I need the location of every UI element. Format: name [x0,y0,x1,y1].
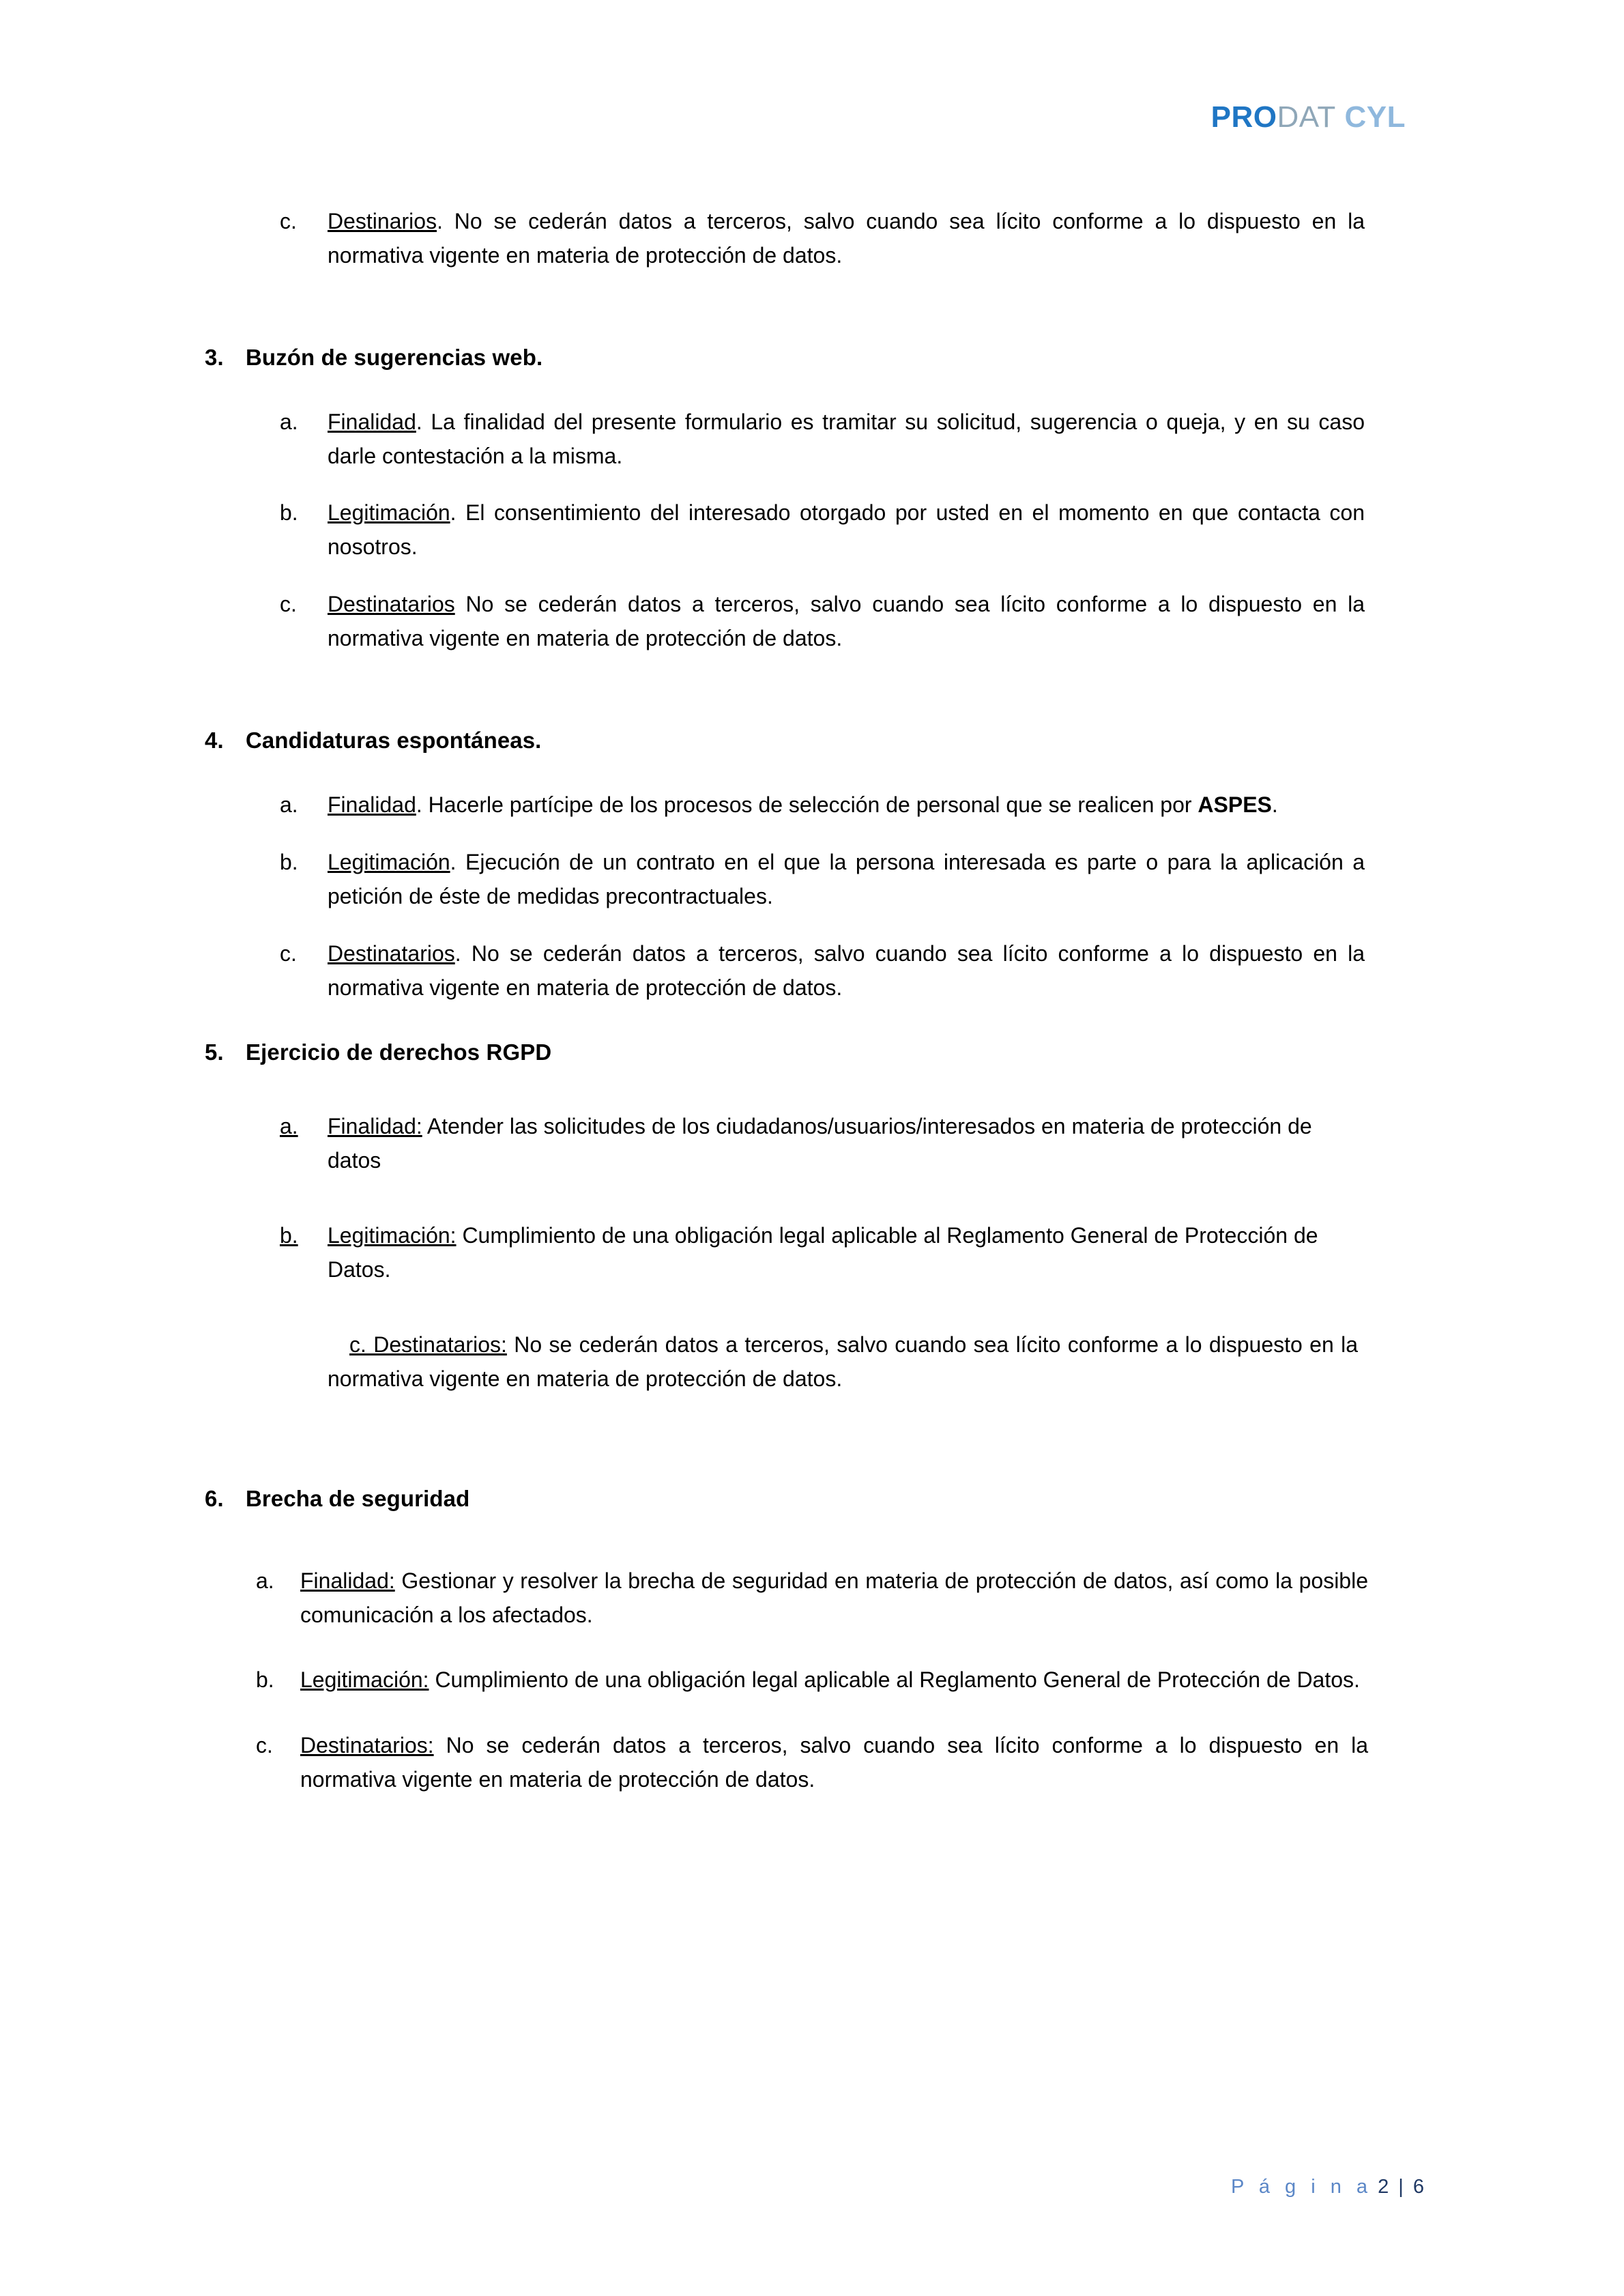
spacer [0,914,1624,937]
list-item-lead: Destinatarios [328,592,455,617]
spacer [0,564,1624,588]
spacer [0,1632,1624,1663]
spacer [0,1396,1624,1465]
spacer [0,473,1624,496]
list-item-text: El consentimiento del interesado otorgado por usted en el momento en que contacta con nosotros. [328,500,1365,560]
list-item-lead-suffix [434,1733,446,1757]
list-item [0,1219,1624,1287]
logo-segment-cyl: CYL [1344,100,1406,134]
list-item-text: Cumplimiento de una obligación legal aplicable al Reglamento General de Protección de Datos. [435,1667,1360,1693]
list-item [0,496,1624,564]
list-item-text: Cumplimiento de una obligación legal aplicable al Reglamento General de Protección de Datos. [328,1223,1318,1282]
list-marker: c. [280,592,297,617]
list-item-lead: Legitimación: [300,1667,429,1693]
list-item-text: No se cederán datos a terceros, salvo cuando sea lícito conforme a lo dispuesto en la normativa vigente en materia de protección de datos. [328,592,1365,651]
spacer [0,1069,1624,1110]
section-heading [0,1036,1624,1069]
spacer [0,1178,1624,1219]
list-item-lead-suffix [455,592,466,616]
list-item-lead: Finalidad [328,409,416,434]
list-item-lead: Finalidad: [328,1114,422,1139]
footer-page-label: P á g i n a [1230,2176,1373,2198]
section-number: 6. [205,1485,224,1511]
logo-segment-dat: DAT [1277,100,1336,134]
list-item-lead-suffix [395,1568,402,1593]
list-item [0,405,1624,474]
section-title: Candidaturas espontáneas. [246,728,542,754]
list-item [0,1564,1624,1633]
list-item-lead-suffix: . [450,500,466,526]
logo-segment-pro: PRO [1210,100,1277,134]
list-item-lead: Destinatarios: [300,1733,434,1758]
list-marker: b. [256,1667,274,1693]
logo-space [1336,100,1345,134]
list-item-text: No se cederán datos a terceros, salvo cuando sea lícito conforme a lo dispuesto en la normativa vigente en materia de protección de datos. [300,1733,1369,1792]
document-body [0,205,1624,1797]
list-marker: a. [280,409,298,434]
list-item-text: No se cederán datos a terceros, salvo cuando sea lícito conforme a lo dispuesto en la normativa vigente en materia de protección de datos. [328,1332,1359,1391]
list-item [0,937,1624,1005]
spacer [0,1287,1624,1328]
section-title: Brecha de seguridad [246,1485,470,1511]
list-item-lead-suffix: . [450,849,465,874]
list-marker: a. [280,792,298,817]
list-marker: a. [280,1114,298,1139]
section-number: 4. [205,728,224,754]
footer-page-number: 2 | 6 [1378,2176,1426,2198]
list-item [0,846,1624,914]
list-item-text: Ejecución de un contrato en el que la persona interesada es parte o para la aplicación a petición de éste de medidas precontractuales. [328,849,1365,908]
list-item-tail: . [1271,792,1278,817]
spacer [0,1697,1624,1729]
page-header [0,102,1624,164]
list-item-lead: Finalidad [328,792,416,817]
spacer [0,822,1624,846]
section-number: 5. [205,1039,224,1065]
list-item [0,588,1624,656]
spacer [0,1465,1624,1482]
list-item [0,1663,1624,1697]
section-heading [0,1482,1624,1515]
list-marker: a. [256,1568,274,1593]
list-item-text: No se cederán datos a terceros, salvo cuando sea lícito conforme a lo dispuesto en la normativa vigente en materia de protección de datos. [328,209,1365,268]
list-item-text: La finalidad del presente formulario es tramitar su solicitud, sugerencia o queja, y en su caso darle contestación a la misma. [328,409,1365,468]
section-title: Buzón de sugerencias web. [246,344,543,370]
list-item [0,788,1624,822]
list-item-bold-tail: ASPES [1198,792,1272,817]
list-item-lead-suffix [507,1332,514,1357]
list-marker: b. [280,500,298,526]
list-item-lead: Legitimación: [328,1223,456,1248]
spacer [0,273,1624,341]
list-item [0,205,1624,273]
list-marker: b. [280,1223,298,1248]
spacer [0,656,1624,724]
prodat-cyl-logo [1211,102,1406,132]
list-marker: b. [280,849,298,874]
list-marker: c. [280,941,297,966]
list-item-lead: c. Destinatarios: [349,1332,507,1357]
section-title: Ejercicio de derechos RGPD [246,1039,552,1065]
page-footer [0,2177,1624,2197]
list-item [0,1729,1624,1797]
spacer [0,374,1624,405]
list-item-lead: Legitimación [328,500,450,526]
spacer [0,1005,1624,1036]
list-marker: c. [280,209,297,233]
spacer [0,1515,1624,1564]
list-item-text: Atender las solicitudes de los ciudadanos/usuarios/interesados en materia de protección de datos [328,1114,1312,1173]
list-item [0,1110,1624,1178]
list-item-lead-suffix: . [437,209,454,233]
list-item-lead: Destinatarios [328,941,455,966]
list-item-lead-suffix: . [416,409,431,434]
list-item-lead-suffix: . [416,792,429,817]
list-item-text: Gestionar y resolver la brecha de seguridad en materia de protección de datos, así como la posible comunicación a los afectados. [300,1568,1369,1627]
list-item-lead-suffix [422,1114,427,1138]
list-item-lead: Legitimación [328,849,450,874]
list-item-lead: Destinarios [328,209,437,233]
section-number: 3. [205,344,224,370]
list-item-lead-suffix: . [454,941,472,966]
section-heading [0,724,1624,757]
list-marker: c. [256,1733,273,1758]
list-item-text: Hacerle partícipe de los procesos de selección de personal que se realicen por [428,792,1198,817]
spacer [0,757,1624,788]
list-item-text: No se cederán datos a terceros, salvo cuando sea lícito conforme a lo dispuesto en la normativa vigente en materia de protección de datos. [328,941,1365,1000]
list-item [0,1328,1624,1396]
list-item-lead: Finalidad: [300,1568,395,1593]
section-heading [0,341,1624,374]
